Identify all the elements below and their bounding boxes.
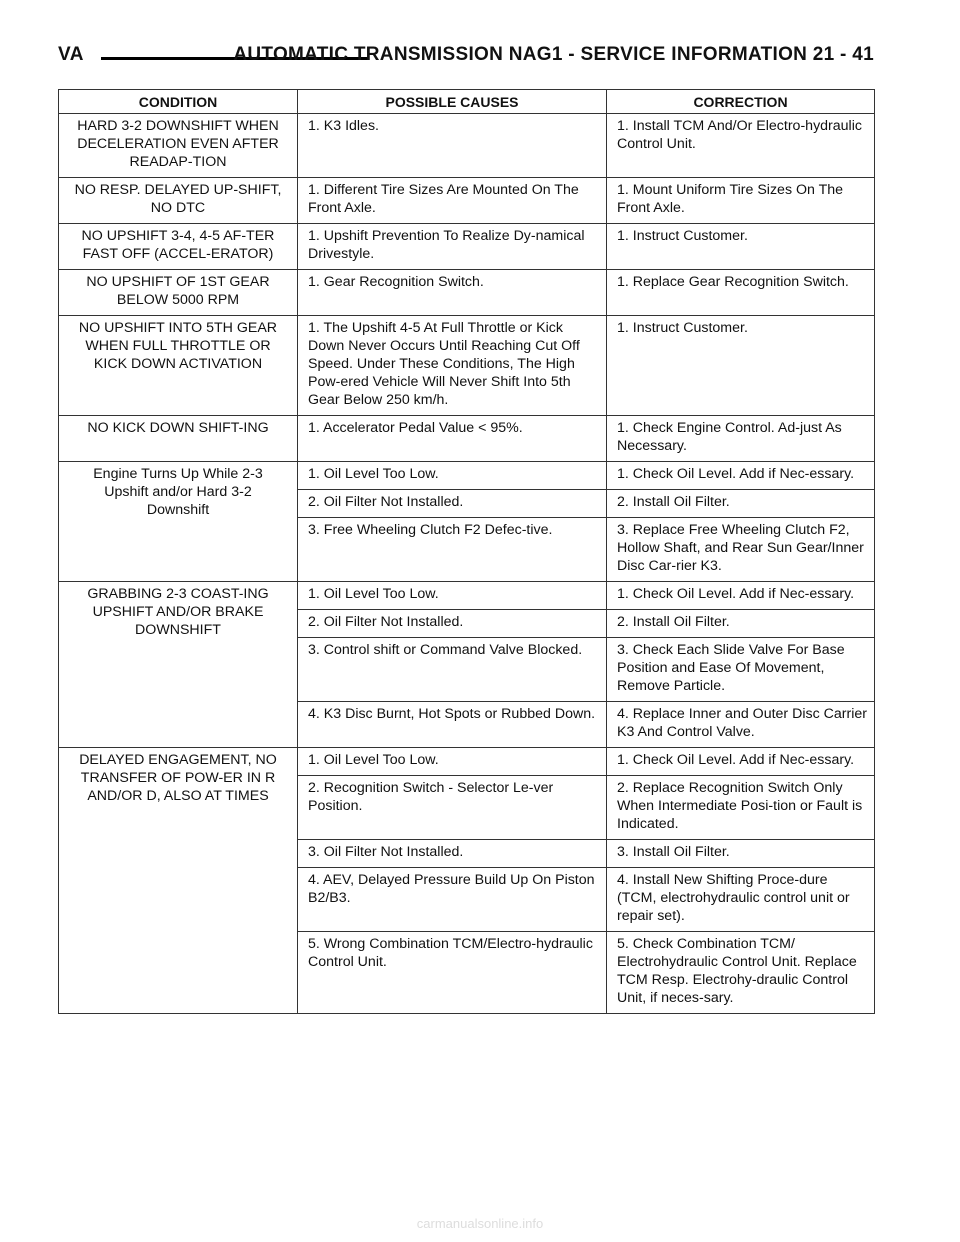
condition-cell: HARD 3-2 DOWNSHIFT WHEN DECELERATION EVEN AFTER READAP-TION bbox=[59, 114, 298, 178]
table-row bbox=[59, 178, 875, 224]
correction-cell: 2. Replace Recognition Switch Only When Intermediate Posi-tion or Fault is Indicated. bbox=[607, 776, 875, 840]
table-row bbox=[59, 748, 875, 776]
table-body bbox=[59, 114, 875, 1014]
cause-cell: 3. Free Wheeling Clutch F2 Defec-tive. bbox=[298, 518, 607, 582]
cause-cell: 2. Recognition Switch - Selector Le-ver Position. bbox=[298, 776, 607, 840]
correction-cell: 1. Check Oil Level. Add if Nec-essary. bbox=[607, 462, 875, 490]
correction-cell: 4. Install New Shifting Proce-dure (TCM, electrohydraulic control unit or repair set). bbox=[607, 868, 875, 932]
table-row bbox=[59, 462, 875, 490]
correction-cell: 1. Instruct Customer. bbox=[607, 224, 875, 270]
table-row bbox=[59, 416, 875, 462]
cause-cell: 1. Different Tire Sizes Are Mounted On The Front Axle. bbox=[298, 178, 607, 224]
correction-cell: 2. Install Oil Filter. bbox=[607, 610, 875, 638]
correction-cell: 5. Check Combination TCM/ Electrohydraulic Control Unit. Replace TCM Resp. Electrohy-draulic Control Unit, if neces-sary. bbox=[607, 932, 875, 1014]
table-header-row bbox=[59, 90, 875, 114]
correction-cell: 1. Check Engine Control. Ad-just As Necessary. bbox=[607, 416, 875, 462]
correction-cell: 2. Install Oil Filter. bbox=[607, 490, 875, 518]
condition-cell: NO KICK DOWN SHIFT-ING bbox=[59, 416, 298, 462]
cause-cell: 1. Oil Level Too Low. bbox=[298, 748, 607, 776]
condition-cell: DELAYED ENGAGEMENT, NO TRANSFER OF POW-ER IN R AND/OR D, ALSO AT TIMES bbox=[59, 748, 298, 1014]
correction-cell: 3. Replace Free Wheeling Clutch F2, Hollow Shaft, and Rear Sun Gear/Inner Disc Car-rier K3. bbox=[607, 518, 875, 582]
column-header-possible-causes: POSSIBLE CAUSES bbox=[298, 90, 607, 114]
cause-cell: 1. Accelerator Pedal Value < 95%. bbox=[298, 416, 607, 462]
cause-cell: 3. Oil Filter Not Installed. bbox=[298, 840, 607, 868]
correction-cell: 1. Check Oil Level. Add if Nec-essary. bbox=[607, 582, 875, 610]
correction-cell: 1. Install TCM And/Or Electro-hydraulic Control Unit. bbox=[607, 114, 875, 178]
table-row bbox=[59, 270, 875, 316]
cause-cell: 2. Oil Filter Not Installed. bbox=[298, 490, 607, 518]
condition-cell: Engine Turns Up While 2-3 Upshift and/or Hard 3-2 Downshift bbox=[59, 462, 298, 582]
correction-cell: 1. Check Oil Level. Add if Nec-essary. bbox=[607, 748, 875, 776]
watermark: carmanualsonline.info bbox=[416, 1216, 544, 1231]
table-row bbox=[59, 224, 875, 270]
cause-cell: 4. AEV, Delayed Pressure Build Up On Piston B2/B3. bbox=[298, 868, 607, 932]
cause-cell: 1. Oil Level Too Low. bbox=[298, 462, 607, 490]
correction-cell: 3. Check Each Slide Valve For Base Position and Ease Of Movement, Remove Particle. bbox=[607, 638, 875, 702]
correction-cell: 1. Replace Gear Recognition Switch. bbox=[607, 270, 875, 316]
condition-cell: GRABBING 2-3 COAST-ING UPSHIFT AND/OR BRAKE DOWNSHIFT bbox=[59, 582, 298, 748]
condition-cell: NO RESP. DELAYED UP-SHIFT, NO DTC bbox=[59, 178, 298, 224]
correction-cell: 1. Mount Uniform Tire Sizes On The Front Axle. bbox=[607, 178, 875, 224]
column-header-condition: CONDITION bbox=[59, 90, 298, 114]
cause-cell: 1. Gear Recognition Switch. bbox=[298, 270, 607, 316]
cause-cell: 1. Upshift Prevention To Realize Dy-namical Drivestyle. bbox=[298, 224, 607, 270]
cause-cell: 1. Oil Level Too Low. bbox=[298, 582, 607, 610]
cause-cell: 1. The Upshift 4-5 At Full Throttle or Kick Down Never Occurs Until Reaching Cut Off Speed. Under These Conditions, The High Pow-ered Vehicle Will Never Shift Into 5th Gear Below 250 km/h. bbox=[298, 316, 607, 416]
cause-cell: 2. Oil Filter Not Installed. bbox=[298, 610, 607, 638]
correction-cell: 1. Instruct Customer. bbox=[607, 316, 875, 416]
diagnosis-table bbox=[58, 89, 875, 1014]
condition-cell: NO UPSHIFT 3-4, 4-5 AF-TER FAST OFF (ACCEL-ERATOR) bbox=[59, 224, 298, 270]
table-row bbox=[59, 316, 875, 416]
header-section-code: VA bbox=[58, 44, 84, 65]
cause-cell: 4. K3 Disc Burnt, Hot Spots or Rubbed Down. bbox=[298, 702, 607, 748]
correction-cell: 4. Replace Inner and Outer Disc Carrier K3 And Control Valve. bbox=[607, 702, 875, 748]
page-header bbox=[58, 42, 874, 72]
cause-cell: 3. Control shift or Command Valve Blocked. bbox=[298, 638, 607, 702]
cause-cell: 1. K3 Idles. bbox=[298, 114, 607, 178]
condition-cell: NO UPSHIFT INTO 5TH GEAR WHEN FULL THROTTLE OR KICK DOWN ACTIVATION bbox=[59, 316, 298, 416]
column-header-correction: CORRECTION bbox=[607, 90, 875, 114]
correction-cell: 3. Install Oil Filter. bbox=[607, 840, 875, 868]
table-row bbox=[59, 582, 875, 610]
condition-cell: NO UPSHIFT OF 1ST GEAR BELOW 5000 RPM bbox=[59, 270, 298, 316]
table-row bbox=[59, 114, 875, 178]
cause-cell: 5. Wrong Combination TCM/Electro-hydraulic Control Unit. bbox=[298, 932, 607, 1014]
header-title: AUTOMATIC TRANSMISSION NAG1 - SERVICE INFORMATION 21 - 41 bbox=[233, 44, 874, 65]
